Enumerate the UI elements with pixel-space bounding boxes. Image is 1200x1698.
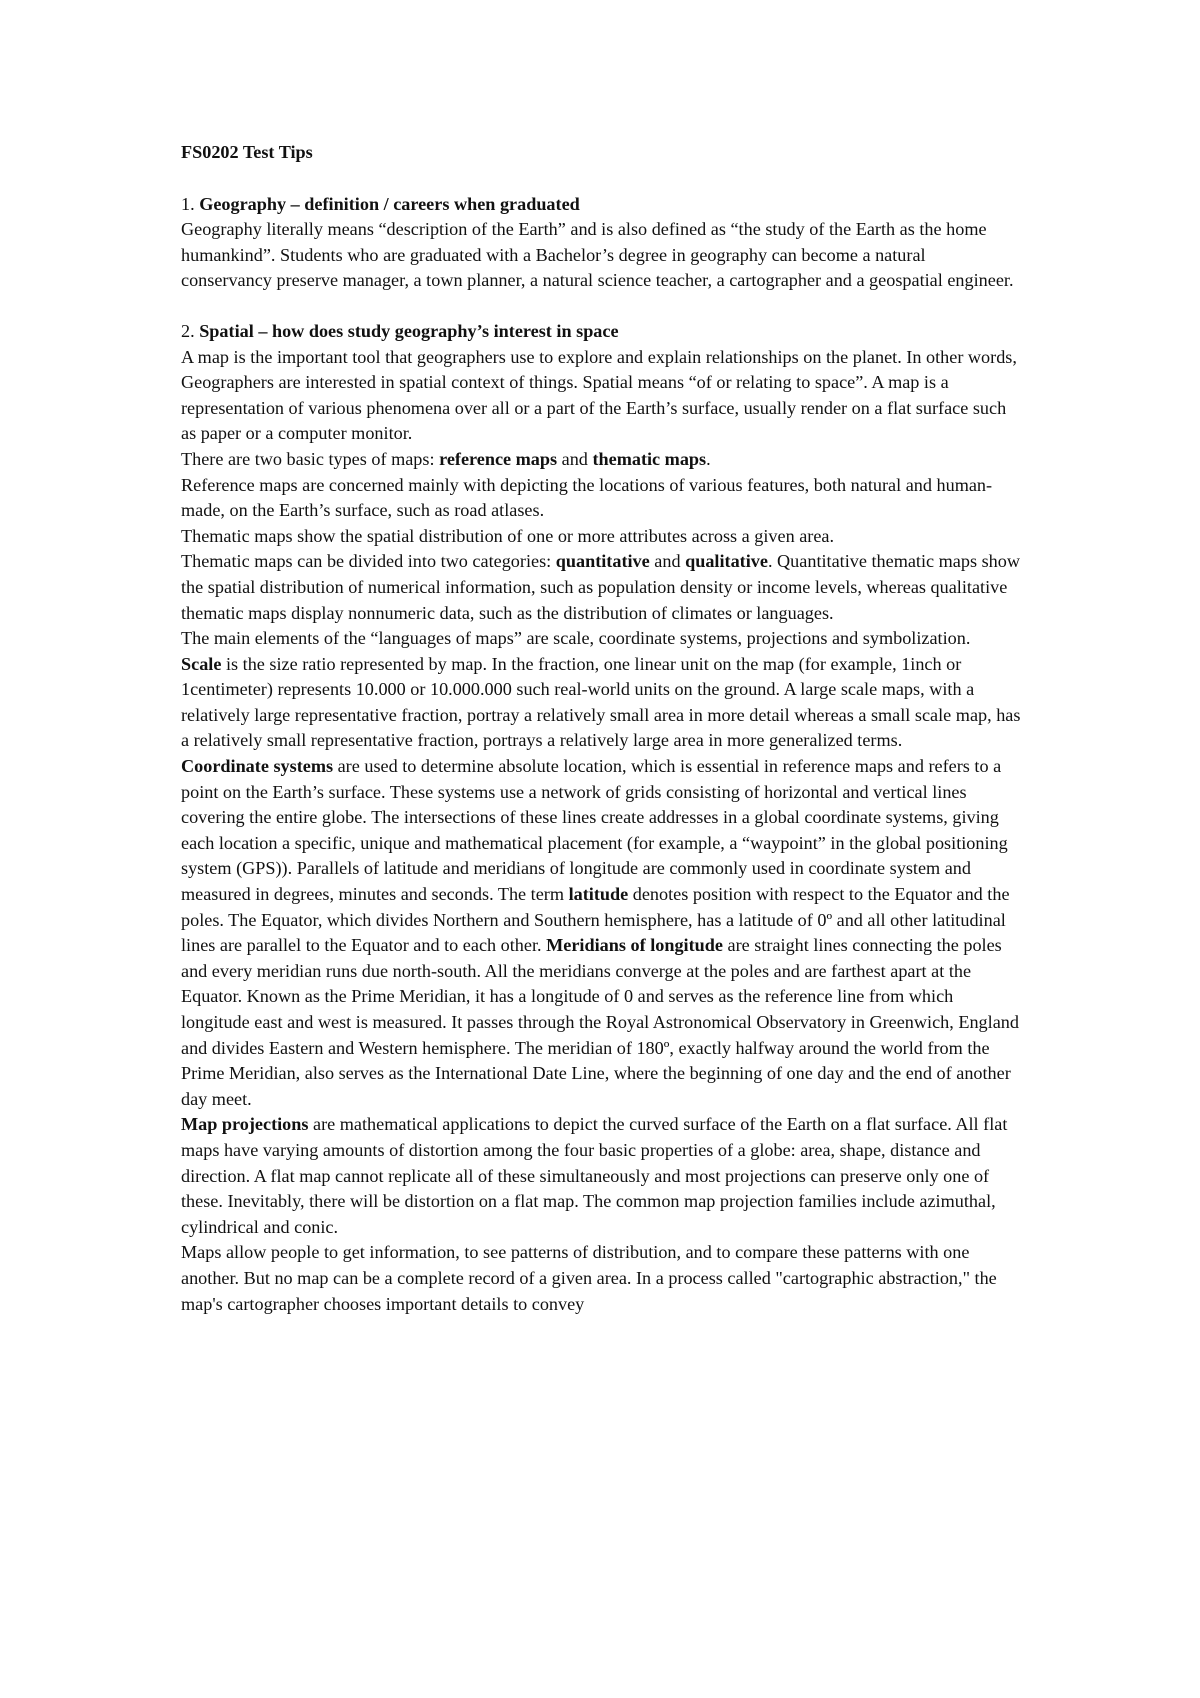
term-scale: Scale: [181, 653, 222, 674]
term-reference-maps: reference maps: [439, 448, 558, 469]
section-2-heading: [181, 319, 1021, 345]
paragraph-map-elements: The main elements of the “languages of maps” are scale, coordinate systems, projections and symbolization.: [181, 628, 971, 649]
paragraph-thematic-categories: [181, 549, 1021, 626]
term-coordinate-systems: Coordinate systems: [181, 756, 334, 777]
text-run: are used to determine absolute location, which is essential in reference maps and refers to a point on the Earth’s surface. These systems use a network of grids consisting of horizontal and vertical lines covering the entire globe. The intersections of these lines create addresses in a global coordinate systems, giving each location a specific, unique and mathematical placement (for example, a “waypoint” in the global positioning system (GPS)). Parallels of latitude and meridians of longitude are commonly used in coordinate system and measured in degrees, minutes and seconds. The term: [181, 756, 1008, 905]
document-page: [181, 140, 1021, 1342]
term-map-projections: Map projections: [181, 1114, 309, 1135]
section-1-heading: [181, 192, 1021, 218]
text-run: and: [649, 551, 686, 572]
text-run: and: [557, 448, 593, 469]
term-qualitative: qualitative: [685, 551, 768, 572]
text-run: .: [706, 448, 711, 469]
text-run: is the size ratio represented by map. In the fraction, one linear unit on the map (for example, 1inch or 1centimeter) represents 10.000 or 10.000.000 such real-world units on the ground. A large scale maps, with a relatively large representative fraction, portray a relatively small area in more detail whereas a small scale map, has a relatively small representative fraction, portrays a relatively large area in more generalized terms.: [181, 653, 1021, 751]
section-2-number: 2.: [181, 320, 200, 341]
section-geography: [181, 192, 1021, 294]
section-spatial: [181, 319, 1021, 1317]
term-quantitative: quantitative: [555, 551, 650, 572]
text-run: Thematic maps can be divided into two categories:: [181, 551, 556, 572]
paragraph-coordinate-systems: [181, 754, 1021, 1112]
paragraph-reference-maps: Reference maps are concerned mainly with depicting the locations of various features, both natural and human-made, on the Earth’s surface, such as road atlases.: [181, 474, 993, 521]
paragraph-map-projections: [181, 1112, 1021, 1240]
document-title: FS0202 Test Tips: [181, 142, 313, 162]
term-meridians-of-longitude: Meridians of longitude: [546, 935, 723, 956]
text-run: are straight lines connecting the poles and every meridian runs due north-south. All the meridians converge at the poles and are farthest apart at the Equator. Known as the Prime Meridian, it has a longitude of 0 and serves as the reference line from which longitude east and west is measured. It passes through the Royal Astronomical Observatory in Greenwich, England and divides Eastern and Western hemisphere. The meridian of 180º, exactly halfway around the world from the Prime Meridian, also serves as the International Date Line, where the beginning of one day and the end of another day meet.: [181, 935, 1019, 1109]
text-run: denotes position with respect to the Equator and the poles. The Equator, which divides Northern and Southern hemisphere, has a latitude of 0º and all other latitudinal lines are parallel to the Equator and to each other.: [181, 884, 1010, 956]
paragraph-map-types: [181, 447, 1021, 473]
paragraph-scale: [181, 652, 1021, 754]
text-run: There are two basic types of maps:: [181, 448, 440, 469]
section-1-heading-text: Geography – definition / careers when graduated: [199, 193, 580, 214]
paragraph-cartographic-abstraction: Maps allow people to get information, to see patterns of distribution, and to compare these patterns with one another. But no map can be a complete record of a given area. In a process called "cartographic abstraction," the map's cartographer chooses important details to convey: [181, 1242, 997, 1314]
text-run: . Quantitative thematic maps show the spatial distribution of numerical information, such as population density or income levels, whereas qualitative thematic maps display nonnumeric data, such as the distribution of climates or languages.: [181, 551, 1020, 623]
section-1-body: Geography literally means “description of the Earth” and is also defined as “the study of the Earth as the home humankind”. Students who are graduated with a Bachelor’s degree in geography can become a natural conservancy preserve manager, a town planner, a natural science teacher, a cartographer and a geospatial engineer.: [181, 219, 1014, 291]
term-latitude: latitude: [568, 884, 629, 905]
text-run: are mathematical applications to depict the curved surface of the Earth on a flat surface. All flat maps have varying amounts of distortion among the four basic properties of a globe: area, shape, distance and direction. A flat map cannot replicate all of these simultaneously and most projections can preserve only one of these. Inevitably, there will be distortion on a flat map. The common map projection families include azimuthal, cylindrical and conic.: [181, 1114, 1008, 1237]
term-thematic-maps: thematic maps: [592, 448, 707, 469]
paragraph-thematic-maps: Thematic maps show the spatial distribution of one or more attributes across a given area.: [181, 525, 835, 546]
section-2-heading-text: Spatial – how does study geography’s interest in space: [199, 320, 619, 341]
section-1-number: 1.: [181, 193, 200, 214]
paragraph-map-intro: A map is the important tool that geographers use to explore and explain relationships on the planet. In other words, Geographers are interested in spatial context of things. Spatial means “of or relating to space”. A map is a representation of various phenomena over all or a part of the Earth’s surface, usually render on a flat surface such as paper or a computer monitor.: [181, 346, 1017, 444]
